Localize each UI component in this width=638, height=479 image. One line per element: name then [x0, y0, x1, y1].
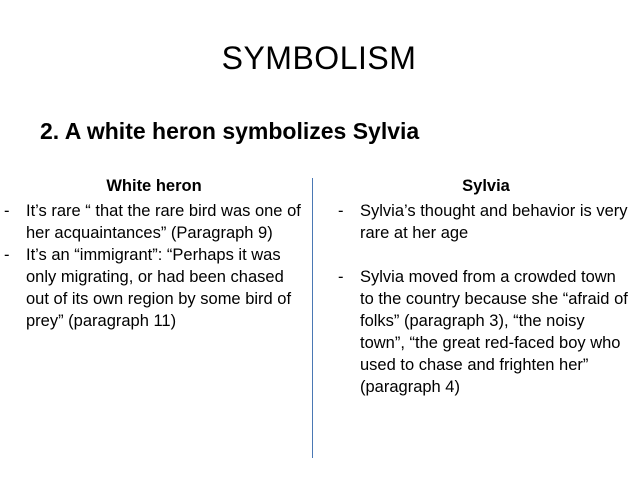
left-column-heading: White heron — [106, 177, 202, 195]
list-item-text: Sylvia’s thought and behavior is very rare at her age — [360, 202, 628, 242]
left-column — [4, 175, 304, 332]
list-item — [338, 200, 634, 244]
slide-subtitle: 2. A white heron symbolizes Sylvia — [40, 118, 420, 144]
item-spacer — [338, 244, 634, 266]
list-item-text: Sylvia moved from a crowded town to the country because she “afraid of folks” (paragraph 3), “the noisy town”, “the great red-faced boy who used to chase and frighten her” (paragraph 4) — [360, 268, 628, 396]
list-item — [338, 266, 634, 398]
column-divider — [312, 178, 313, 458]
slide-title: SYMBOLISM — [221, 40, 417, 76]
bullet-dash: - — [338, 202, 344, 220]
bullet-dash: - — [4, 246, 10, 264]
bullet-dash: - — [4, 202, 10, 220]
right-column-heading: Sylvia — [462, 177, 510, 195]
list-item-text: It’s an “immigrant”: “Perhaps it was only migrating, or had been chased out of its own region by some bird of prey” (paragraph 11) — [26, 246, 292, 330]
list-item — [4, 200, 304, 244]
list-item — [4, 244, 304, 332]
right-column — [338, 175, 634, 398]
list-item-text: It’s rare “ that the rare bird was one of her acquaintances” (Paragraph 9) — [26, 202, 301, 242]
bullet-dash: - — [338, 268, 344, 286]
